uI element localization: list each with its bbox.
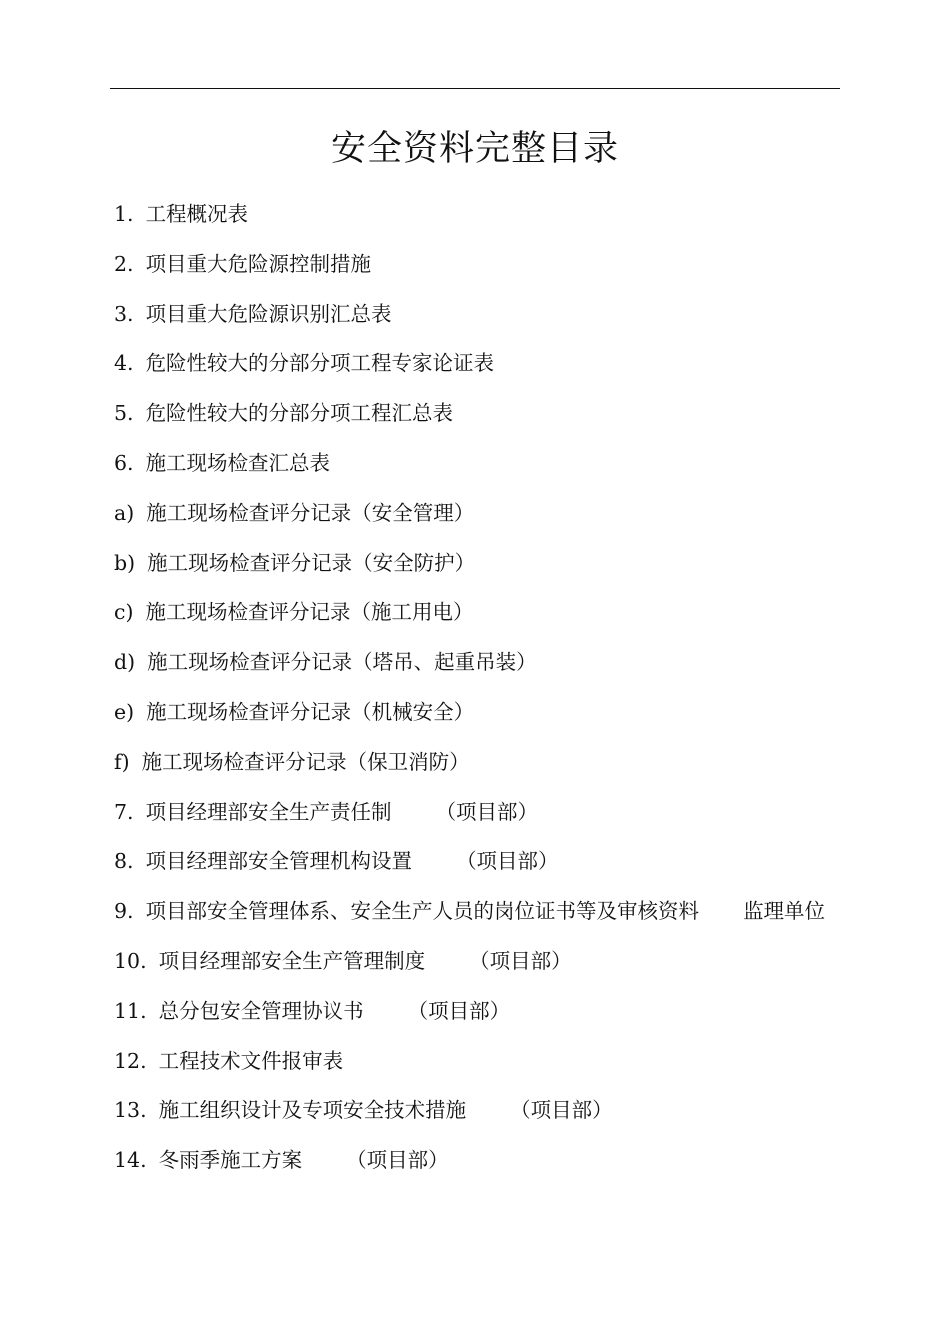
toc-item-6 <box>114 439 844 489</box>
toc-item-7 <box>114 788 844 838</box>
toc-item-text: 总分包安全管理协议书 <box>158 998 364 1023</box>
toc-item-text: 项目重大危险源识别汇总表 <box>145 301 392 326</box>
toc-item-number: 4. <box>114 351 134 376</box>
toc-item-11 <box>114 987 844 1037</box>
toc-item-responsible: （项目部） <box>407 998 511 1023</box>
toc-item-text: 施工现场检查评分记录（安全防护） <box>147 550 476 575</box>
page-title: 安全资料完整目录 <box>330 129 619 169</box>
toc-item-2 <box>114 240 844 290</box>
toc-item-5 <box>114 389 844 439</box>
toc-item-12 <box>114 1037 844 1087</box>
toc-item-responsible: （项目部） <box>435 799 539 824</box>
toc-item-responsible: （项目部） <box>510 1098 613 1123</box>
toc-item-responsible: （项目部） <box>469 948 572 973</box>
toc-item-number: c) <box>114 600 134 625</box>
toc-item-number: 12. <box>114 1048 147 1073</box>
toc-list <box>114 190 844 1186</box>
toc-item-responsible: 监理单位 <box>743 899 826 924</box>
toc-item-number: e) <box>114 699 135 724</box>
toc-item-number: 9. <box>114 899 134 924</box>
toc-item-number: 13. <box>114 1098 147 1123</box>
toc-item-number: 3. <box>114 301 134 326</box>
toc-item-number: d) <box>114 650 136 675</box>
toc-item-text: 工程概况表 <box>145 202 249 226</box>
toc-item-text: 冬雨季施工方案 <box>158 1148 303 1173</box>
toc-item-text: 施工现场检查评分记录（机械安全） <box>146 699 475 724</box>
toc-item-1 <box>114 190 844 240</box>
toc-item-text: 工程技术文件报审表 <box>158 1048 344 1073</box>
toc-item-number: b) <box>114 550 136 575</box>
toc-item-text: 项目经理部安全管理机构设置 <box>145 849 413 874</box>
toc-item-number: 7. <box>114 799 134 824</box>
toc-item-text: 施工现场检查评分记录（施工用电） <box>145 600 474 625</box>
toc-item-8 <box>114 837 844 887</box>
toc-item-responsible: （项目部） <box>346 1148 449 1173</box>
toc-item-text: 项目部安全管理体系、安全生产人员的岗位证书等及审核资料 <box>145 899 700 924</box>
toc-item-number: f) <box>114 749 130 774</box>
toc-item-10 <box>114 937 844 987</box>
toc-item-6b <box>114 539 844 589</box>
toc-item-text: 项目经理部安全生产责任制 <box>145 799 392 824</box>
toc-item-number: 10. <box>114 948 147 973</box>
toc-item-text: 危险性较大的分部分项工程汇总表 <box>145 401 454 426</box>
toc-item-6f <box>114 738 844 788</box>
toc-item-9 <box>114 887 844 937</box>
toc-item-14 <box>114 1136 844 1186</box>
toc-item-text: 项目重大危险源控制措施 <box>145 251 372 276</box>
header-rule <box>110 88 840 89</box>
toc-item-6e <box>114 688 844 738</box>
toc-item-4 <box>114 339 844 389</box>
toc-item-text: 施工现场检查汇总表 <box>145 450 331 475</box>
toc-item-number: 2. <box>114 251 134 276</box>
toc-item-number: a) <box>114 500 135 525</box>
toc-item-text: 施工现场检查评分记录（安全管理） <box>146 500 475 525</box>
toc-item-13 <box>114 1086 844 1136</box>
toc-item-number: 6. <box>114 450 134 475</box>
toc-item-number: 14. <box>114 1148 147 1173</box>
toc-item-number: 5. <box>114 401 134 426</box>
toc-item-text: 项目经理部安全生产管理制度 <box>158 948 426 973</box>
toc-item-6a <box>114 489 844 539</box>
toc-item-text: 危险性较大的分部分项工程专家论证表 <box>145 351 495 376</box>
toc-item-number: 11. <box>114 998 147 1023</box>
toc-item-text: 施工组织设计及专项安全技术措施 <box>158 1098 467 1123</box>
toc-item-responsible: （项目部） <box>456 849 559 874</box>
toc-item-text: 施工现场检查评分记录（塔吊、起重吊装） <box>147 650 537 675</box>
toc-item-number: 1. <box>114 202 134 226</box>
toc-item-3 <box>114 290 844 340</box>
toc-item-text: 施工现场检查评分记录（保卫消防） <box>141 749 470 774</box>
toc-item-number: 8. <box>114 849 134 874</box>
toc-item-6c <box>114 588 844 638</box>
toc-item-6d <box>114 638 844 688</box>
